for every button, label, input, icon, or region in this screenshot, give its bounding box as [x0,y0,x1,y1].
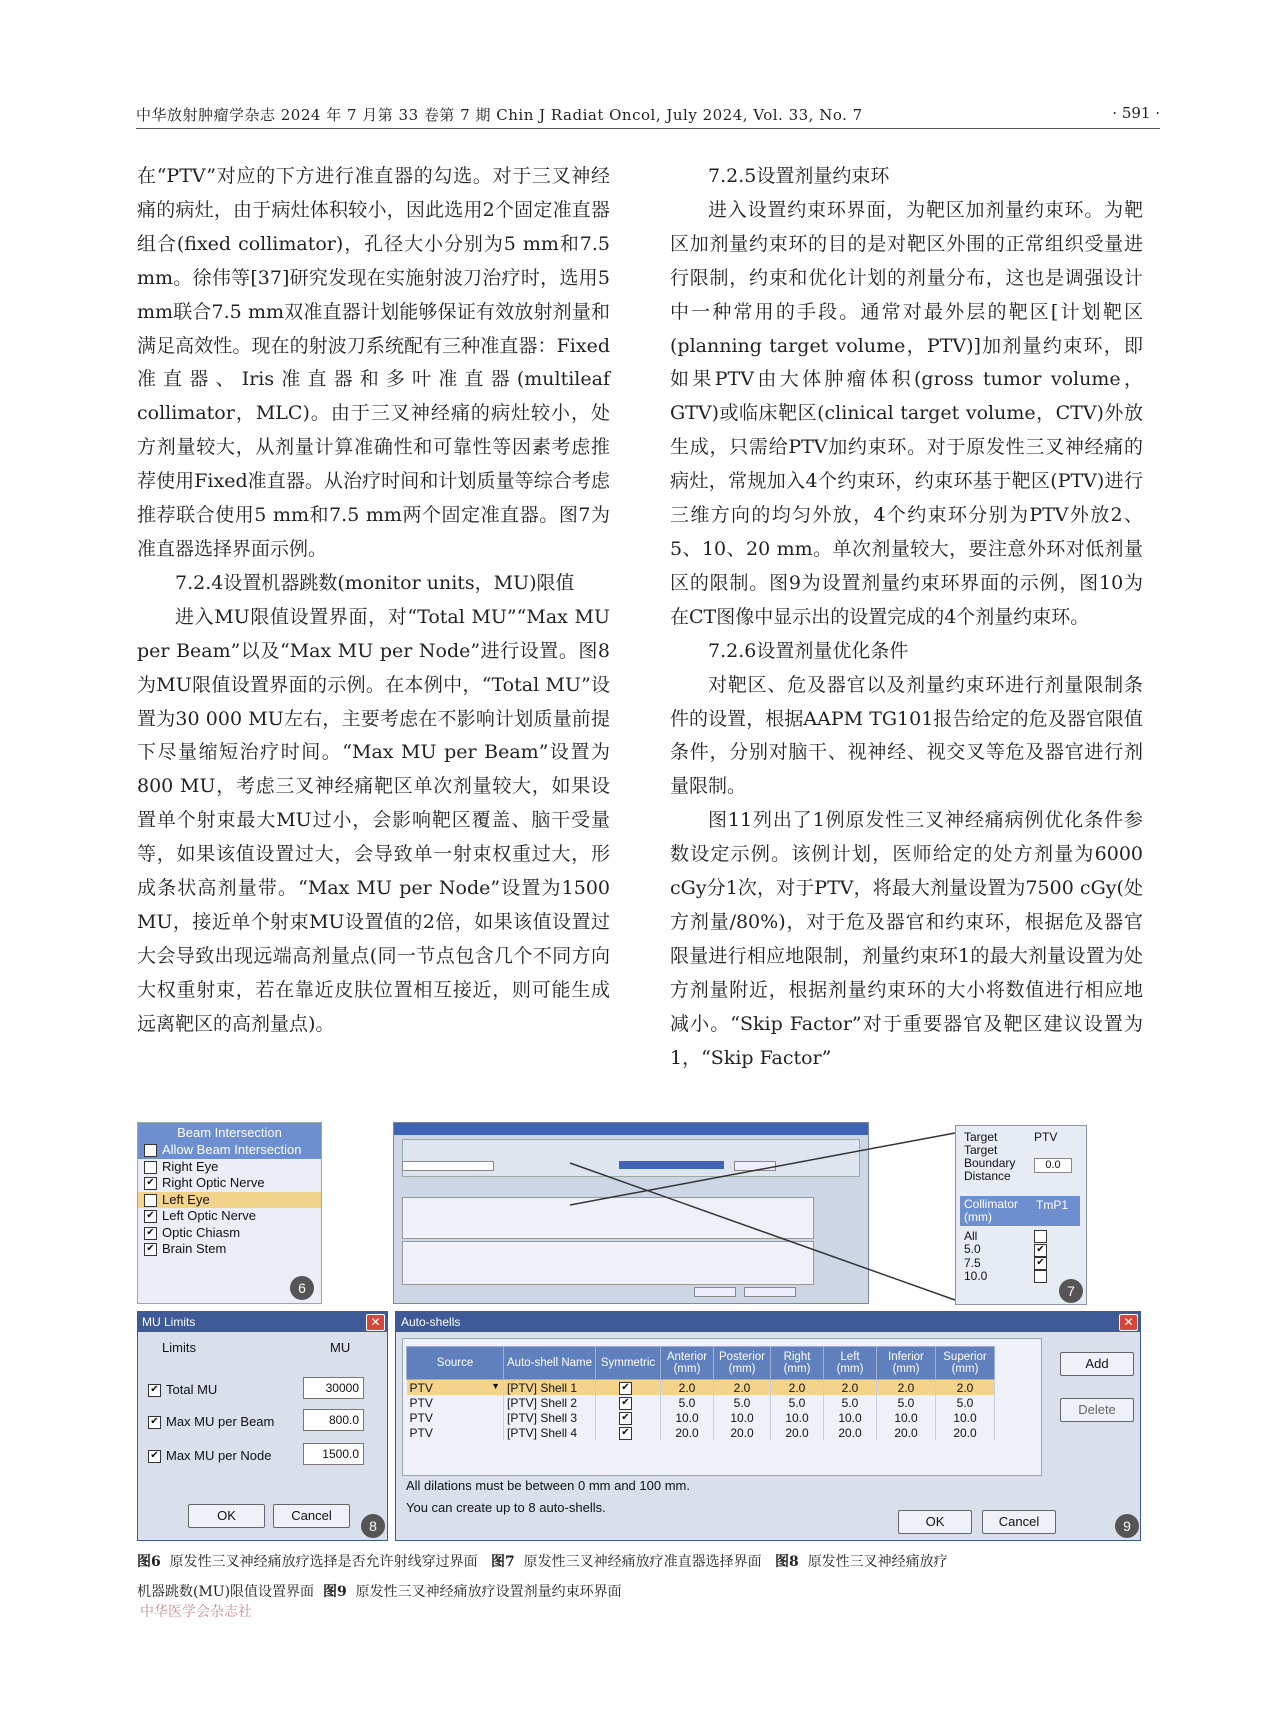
cell[interactable]: 10.0 [877,1410,936,1425]
close-icon[interactable]: ✕ [1119,1314,1138,1331]
fig9-auto-shells-dialog [395,1311,1141,1541]
collimator-size: 10.0 [964,1268,988,1283]
cell[interactable]: 10.0 [714,1410,771,1425]
cell[interactable]: 5.0 [824,1395,877,1410]
col-symmetric: Symmetric [596,1347,661,1380]
section-heading: 7.2.4设置机器跳数(monitor units，MU)限值 [175,571,575,594]
col-left: Left (mm) [824,1347,877,1380]
checkbox-label: Right Eye [162,1158,219,1174]
cell[interactable]: 20.0 [936,1425,995,1440]
cancel-button[interactable]: Cancel [982,1510,1056,1534]
collimator-size: 7.5 [964,1255,981,1270]
ok-button[interactable]: OK [898,1510,972,1534]
col-collimator: Collimator (mm) [964,1197,1019,1224]
fig6-beam-intersection-panel [137,1122,322,1304]
table-header-row [407,1347,995,1380]
figure-number-badge: 8 [361,1514,385,1538]
checkbox[interactable] [144,1161,157,1174]
zoom-callout-lines [560,1115,960,1305]
checkbox-checked[interactable]: ✔ [1034,1244,1047,1257]
checkbox-checked[interactable]: ✔ [148,1416,161,1429]
collimator-row[interactable] [964,1270,1052,1283]
cell[interactable]: 10.0 [936,1410,995,1425]
col-ptv: PTV [1034,1130,1058,1144]
section-heading: 7.2.5设置剂量约束环 [708,165,890,187]
checkbox-row[interactable] [138,1192,321,1209]
source-cell[interactable]: PTV [407,1410,504,1425]
left-column [137,160,610,1042]
col-target: Target [964,1130,998,1144]
cell[interactable]: 5.0 [714,1395,771,1410]
cell[interactable]: 2.0 [824,1380,877,1396]
cell[interactable]: 2.0 [714,1380,771,1396]
cell[interactable]: 20.0 [877,1425,936,1440]
caption-label: 图9 [322,1584,347,1600]
table-row[interactable] [407,1380,995,1396]
figure-caption-line2 [137,1578,1147,1607]
boundary-input[interactable]: 0.0 [1034,1158,1072,1173]
caption-text: 原发性三叉神经痛放疗 [807,1554,948,1570]
section-heading: 7.2.6设置剂量优化条件 [708,639,909,662]
figure-number-badge: 7 [1059,1279,1083,1303]
checkbox-checked[interactable]: ✔ [148,1384,161,1397]
paragraph: 对靶区、危及器官以及剂量约束环进行剂量限制条件的设置，根据AAPM TG101报告给定的危及器官限值条件，分别对脑干、视神经、视交叉等危及器官进行剂量限制。 [670,673,1143,798]
cell[interactable]: 5.0 [771,1395,824,1410]
checkbox[interactable] [1034,1270,1047,1283]
cell[interactable]: 10.0 [771,1410,824,1425]
checkbox-checked[interactable]: ✔ [1034,1257,1047,1270]
cell[interactable]: 2.0 [877,1380,936,1396]
collimator-row[interactable] [964,1243,1052,1256]
note-dilations: All dilations must be between 0 mm and 100 mm. [406,1478,690,1493]
row-label: Target Boundary Distance [964,1143,1016,1183]
caption-label: 图8 [775,1554,799,1570]
note-max-shells: You can create up to 8 auto-shells. [406,1500,606,1515]
checkbox-row[interactable] [138,1175,321,1192]
checkbox[interactable] [144,1194,157,1207]
source-select[interactable]: PTV ▼ [407,1380,504,1396]
total-mu-input[interactable]: 30000 [303,1377,364,1399]
limit-label: Max MU per Node [166,1448,272,1463]
checkbox-checked[interactable]: ✔ [148,1450,161,1463]
cell[interactable]: 2.0 [771,1380,824,1396]
checkbox-row[interactable] [138,1159,321,1176]
limit-row [148,1382,217,1397]
cell[interactable]: 2.0 [936,1380,995,1396]
delete-button[interactable]: Delete [1060,1398,1134,1422]
cell[interactable]: 20.0 [714,1425,771,1440]
fig7-zoom-inset [955,1125,1087,1305]
shell-name: [PTV] Shell 2 [504,1395,596,1410]
limit-row [148,1414,274,1429]
caption-label: 图7 [491,1554,515,1570]
header-rule [136,128,1160,129]
dialog-titlebar [396,1312,1140,1332]
limit-label: Max MU per Beam [166,1414,275,1429]
close-icon[interactable]: ✕ [366,1314,385,1331]
checkbox-label: Optic Chiasm [162,1224,241,1240]
paragraph: 进入设置约束环界面，为靶区加剂量约束环。为靶区加剂量约束环的目的是对靶区外围的正常组织受量进行限制，约束和优化计划的剂量分布，这也是调强设计中一种常用的手段。通常对最外层的靶区[计划靶区(planning target volume，PTV)]加剂量约束环，即如果PTV由大体肿瘤体积(gross tumor volume，GTV)或临床靶区(clinical target volume，CTV)外放生成，只需给PTV加约束环。对于原发性三叉神经痛的病灶，常规加入4个约束环，约束环基于靶区(PTV)进行三维方向的均匀外放，4个约束环分别为PTV外放2、5、10、20 mm。单次剂量较大，要注意外环对低剂量区的限制。图9为设置剂量约束环界面的示例，图10为在CT图像中显示出的设置完成的4个剂量约束环。 [670,198,1143,628]
col-posterior: Posterior (mm) [714,1347,771,1380]
caption-label: 图6 [137,1554,161,1570]
cell[interactable]: 20.0 [661,1425,714,1440]
checkbox-checked[interactable]: ✔ [144,1243,157,1256]
cell[interactable]: 5.0 [877,1395,936,1410]
ok-button[interactable]: OK [188,1504,265,1528]
cell[interactable]: 10.0 [661,1410,714,1425]
max-mu-per-node-input[interactable]: 1500.0 [303,1443,364,1465]
dialog-titlebar [138,1312,387,1332]
symmetric-checkbox[interactable]: ✔ [596,1410,661,1425]
checkbox-row[interactable] [138,1208,321,1225]
collimator-size: 5.0 [964,1242,981,1257]
paragraph: 图11列出了1例原发性三叉神经痛病例优化条件参数设定示例。该例计划，医师给定的处方剂量为6000 cGy分1次，对于PTV，将最大剂量设置为7500 cGy(处方剂量/80%)，对于危及器官和约束环，根据危及器官限量进行相应地限制，剂量约束环1的最大剂量设置为处方剂量附近，根据剂量约束环的大小将数值进行相应地减小。“Skip Factor”对于重要器官及靶区建议设置为1，“Skip Factor” [670,809,1143,1069]
col-mu: MU [330,1340,351,1355]
symmetric-checkbox[interactable]: ✔ [596,1395,661,1410]
checkbox-row[interactable] [138,1241,321,1258]
checkbox-label: Left Eye [162,1191,210,1207]
caption-text: 原发性三叉神经痛放疗准直器选择界面 [523,1554,762,1570]
col-inferior: Inferior (mm) [877,1347,936,1380]
col-superior: Superior (mm) [936,1347,995,1380]
symmetric-checkbox[interactable]: ✔ [596,1380,661,1396]
symmetric-checkbox[interactable]: ✔ [596,1425,661,1440]
col-limits: Limits [162,1340,196,1355]
shell-name: [PTV] Shell 1 [504,1380,596,1396]
limit-row [148,1448,271,1463]
collimator-size: All [964,1229,978,1243]
cell[interactable]: 20.0 [771,1425,824,1440]
checkbox-checked[interactable]: ✔ [144,1227,157,1240]
table-row[interactable] [407,1395,995,1410]
checkbox-label: Left Optic Nerve [162,1208,256,1223]
checkbox[interactable] [1034,1230,1047,1243]
shell-name: [PTV] Shell 3 [504,1410,596,1425]
cell[interactable]: 20.0 [824,1425,877,1440]
col-right: Right (mm) [771,1347,824,1380]
checkbox-row[interactable] [138,1142,321,1159]
dialog-title: MU Limits [142,1315,196,1329]
col-anterior: Anterior (mm) [661,1347,714,1380]
cell[interactable]: 5.0 [661,1395,714,1410]
cell[interactable]: 2.0 [661,1380,714,1396]
limit-label: Total MU [166,1382,218,1397]
checkbox[interactable] [144,1144,157,1157]
source-cell[interactable]: PTV [407,1395,504,1410]
cancel-button[interactable]: Cancel [273,1504,350,1528]
caption-text: 原发性三叉神经痛放疗选择是否允许射线穿过界面 [169,1554,478,1570]
col-tmp: TmP1 [1036,1198,1069,1212]
collimator-row[interactable] [964,1230,1052,1243]
col-name: Auto-shell Name [504,1347,596,1380]
publisher-watermark: 中华医学会杂志社 [140,1604,252,1620]
shell-name: [PTV] Shell 4 [504,1425,596,1440]
figure-number-badge: 6 [290,1276,314,1300]
dialog-title: Auto-shells [401,1315,461,1329]
page-number: · 591 · [1112,104,1160,122]
figure-number-badge: 9 [1115,1514,1139,1538]
max-mu-per-beam-input[interactable]: 800.0 [303,1409,364,1431]
chevron-down-icon[interactable]: ▼ [491,1380,500,1391]
col-source: Source [407,1347,504,1380]
figure-caption-line1 [137,1548,1147,1577]
collimator-list [964,1230,1052,1283]
paragraph: 在“PTV”对应的下方进行准直器的勾选。对于三叉神经痛的病灶，由于病灶体积较小，因此选用2个固定准直器组合(fixed collimator)，孔径大小分别为5 mm和7.5 mm。徐伟等[37]研究发现在实施射波刀治疗时，选用5 mm联合7.5 mm双准直器计划能够保证有效放射剂量和满足高效性。现在的射波刀系统配有三种准直器：Fixed准直器、Iris准直器和多叶准直器(multileaf collimator，MLC)。由于三叉神经痛的病灶较小，处方剂量较大，从剂量计算准确性和可靠性等因素考虑推荐使用Fixed准直器。从治疗时间和计划质量等综合考虑推荐联合使用5 mm和7.5 mm两个固定准直器。图7为准直器选择界面示例。 [137,165,610,560]
right-column [670,160,1143,1075]
checkbox-label: Allow Beam Intersection [162,1142,302,1157]
fig8-mu-limits-dialog [137,1311,388,1541]
checkbox-label: Brain Stem [162,1241,227,1256]
panel-title: Beam Intersection [138,1123,321,1142]
table-row[interactable] [407,1410,995,1425]
running-header-left: 中华放射肿瘤学杂志 2024 年 7 月第 33 卷第 7 期 Chin J Radiat Oncol, July 2024, Vol. 33, No. 7 [136,106,863,124]
source-cell[interactable]: PTV [407,1425,504,1440]
checkbox-checked[interactable]: ✔ [144,1210,157,1223]
add-button[interactable]: Add [1060,1352,1134,1376]
collimator-row[interactable] [964,1257,1052,1270]
checkbox-checked[interactable]: ✔ [144,1177,157,1190]
table-row[interactable] [407,1425,995,1440]
target-dropdown[interactable] [402,1161,494,1171]
auto-shells-table [406,1346,995,1440]
cell[interactable]: 5.0 [936,1395,995,1410]
checkbox-label: Right Optic Nerve [162,1175,265,1190]
caption-text: 机器跳数(MU)限值设置界面 [137,1584,315,1600]
checkbox-row[interactable] [138,1225,321,1242]
cell[interactable]: 10.0 [824,1410,877,1425]
paragraph: 进入MU限值设置界面，对“Total MU”“Max MU per Beam”以及“Max MU per Node”进行设置。图8为MU限值设置界面的示例。在本例中，“Total MU”设置为30 000 MU左右，主要考虑在不影响计划质量前提下尽量缩短治疗时间。“Max MU per Beam”设置为800 MU，考虑三叉神经痛靶区单次剂量较大，如果设置单个射束最大MU过小，会影响靶区覆盖、脑干受量等，如果该值设置过大，会导致单一射束权重过大，形成条状高剂量带。“Max MU per Node”设置为1500 MU，接近单个射束MU设置值的2倍，如果该值设置过大会导致出现远端高剂量点(同一节点包含几个不同方向大权重射束，若在靠近皮肤位置相互接近，则可能生成远离靶区的高剂量点)。 [137,605,610,1035]
caption-text: 原发性三叉神经痛放疗设置剂量约束环界面 [355,1584,622,1600]
